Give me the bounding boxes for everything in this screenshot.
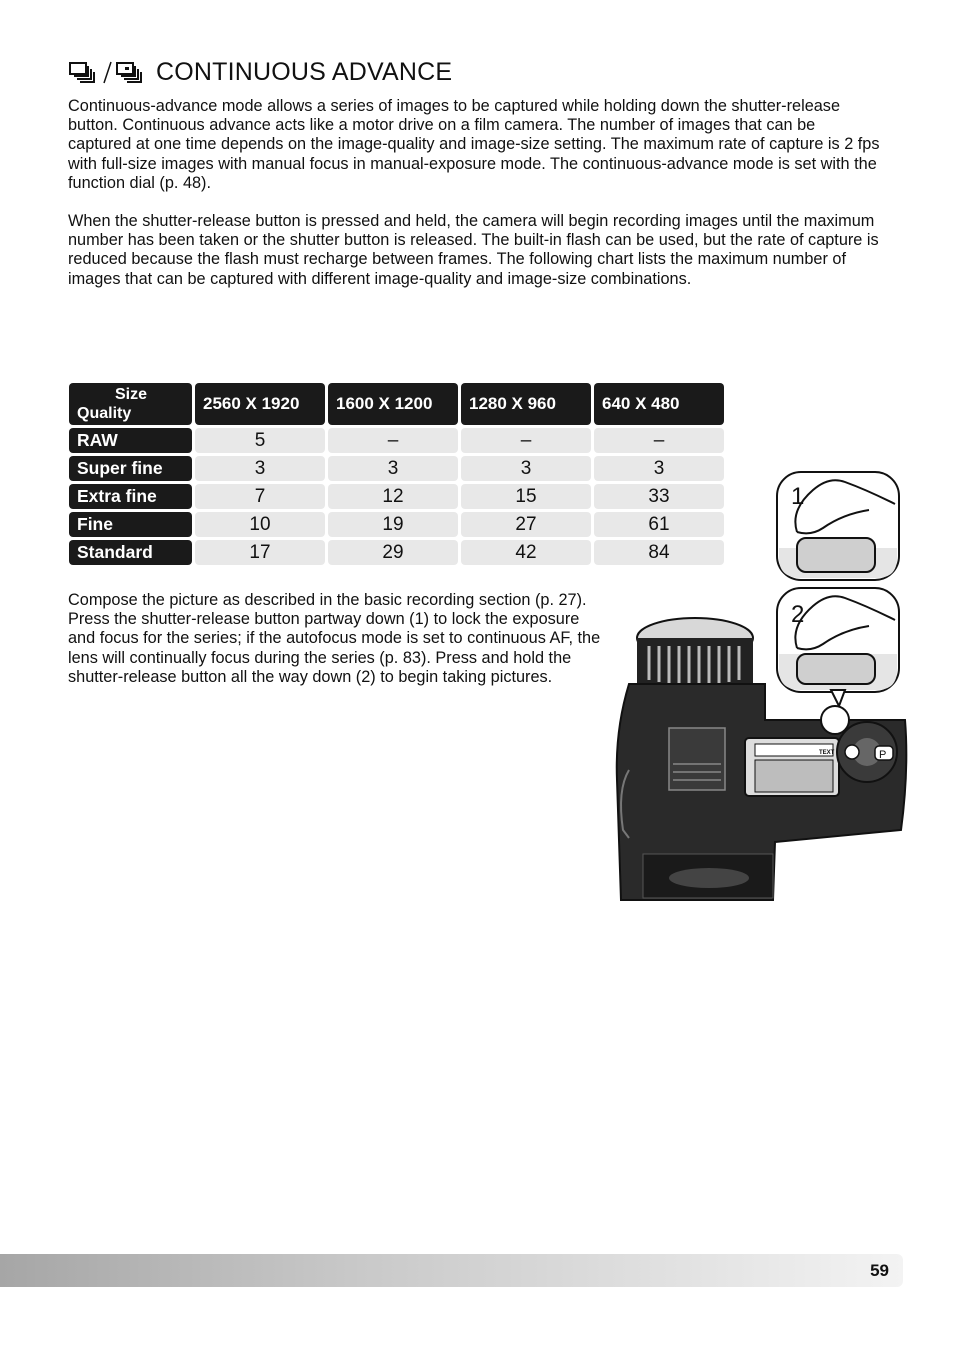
page-title: CONTINUOUS ADVANCE	[156, 58, 453, 86]
table-cell: 15	[461, 484, 591, 509]
step1-number: 1	[791, 483, 805, 510]
lcd-text: TEXT	[819, 750, 835, 756]
column-header: 640 X 480	[594, 383, 724, 425]
step2-callout	[777, 588, 899, 706]
row-label: Fine	[69, 512, 192, 537]
table-header-row	[69, 383, 724, 425]
instruction-paragraph: Compose the picture as described in the basic recording section (p. 27). Press the shutter-release button partway down (1) to lock the exposure and focus for the series; if the autofocus mode is set to continuous AF, the lens will continually focus during the series (p. 83). Press and hold the shutter-release button all the way down (2) to begin taking pictures.	[68, 591, 601, 686]
table-cell: –	[328, 428, 458, 453]
quality-header-label: Quality	[77, 405, 132, 422]
column-header: 1280 X 960	[461, 383, 591, 425]
step2-number: 2	[791, 601, 805, 628]
table-cell: 29	[328, 540, 458, 565]
row-label: Super fine	[69, 456, 192, 481]
table-cell: –	[461, 428, 591, 453]
table-row	[69, 428, 724, 453]
table-cell: 17	[195, 540, 325, 565]
table-cell: 19	[328, 512, 458, 537]
table-cell: 3	[328, 456, 458, 481]
table-cell: 61	[594, 512, 724, 537]
continuous-advance-icon	[68, 59, 150, 87]
table-cell: 42	[461, 540, 591, 565]
table-corner-header	[69, 383, 192, 425]
row-label: RAW	[69, 428, 192, 453]
step1-callout	[777, 472, 899, 580]
description-paragraph: When the shutter-release button is pressed and held, the camera will begin recording images until the maximum number has been taken or the shutter button is released. The built-in flash can be used, but the rate of capture is reduced because the flash must recharge between frames. The following chart lists the maximum number of images that can be captured with different image-quality and image-size combinations.	[68, 212, 879, 288]
page-number: 59	[870, 1261, 889, 1280]
table-cell: 3	[594, 456, 724, 481]
table-cell: 12	[328, 484, 458, 509]
page-heading	[68, 58, 452, 87]
table-cell: 33	[594, 484, 724, 509]
table-cell: 84	[594, 540, 724, 565]
table-cell: 10	[195, 512, 325, 537]
table-cell: 3	[461, 456, 591, 481]
intro-paragraph: Continuous-advance mode allows a series of images to be captured while holding down the shutter-release button. Continuous advance acts like a motor drive on a film camera. The number of images that can be captured at one time depends on the image-quality and image-size setting. The maximum rate of capture is 2 fps with full-size images with manual focus in manual-exposure mode. The continuous-advance mode is set with the function dial (p. 48).	[68, 97, 880, 192]
column-header: 2560 X 1920	[195, 383, 325, 425]
mode-p-label: P	[879, 749, 887, 761]
camera-shutter-illustration	[605, 470, 925, 910]
column-header: 1600 X 1200	[328, 383, 458, 425]
table-cell: 27	[461, 512, 591, 537]
row-label: Extra fine	[69, 484, 192, 509]
page-footer	[0, 1254, 903, 1287]
size-header-label: Size	[115, 386, 148, 403]
table-cell: 5	[195, 428, 325, 453]
row-label: Standard	[69, 540, 192, 565]
table-cell: 7	[195, 484, 325, 509]
table-cell: 3	[195, 456, 325, 481]
table-cell: –	[594, 428, 724, 453]
